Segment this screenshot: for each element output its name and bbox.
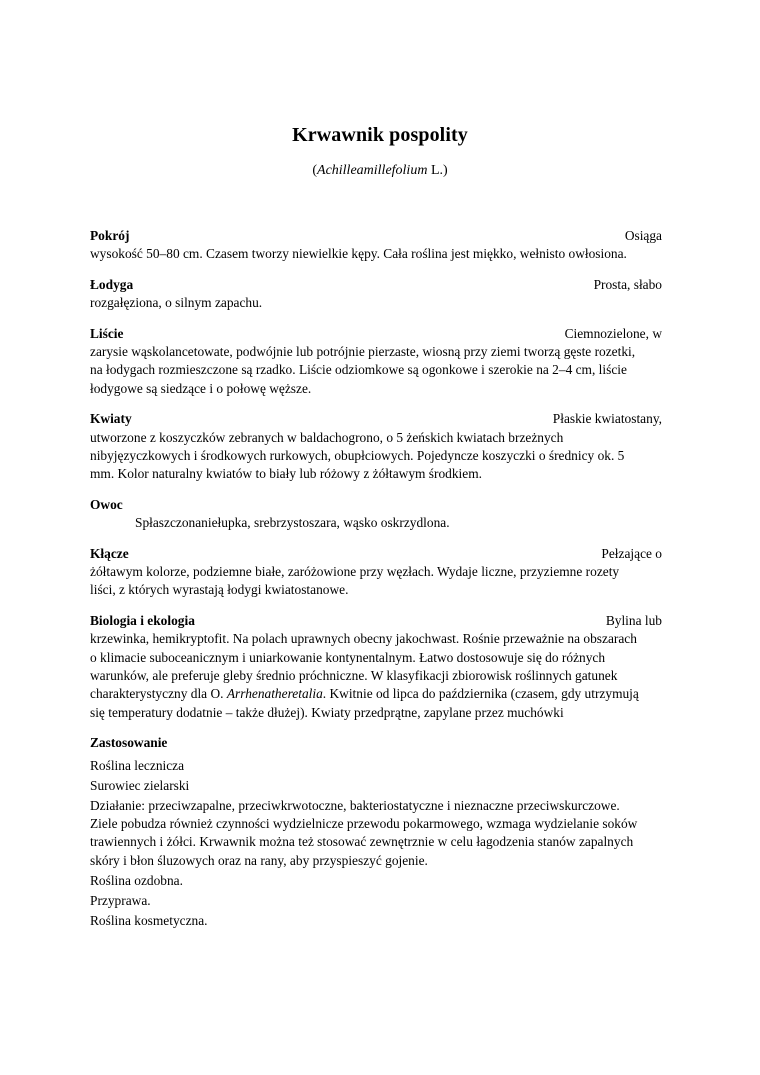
use-description-line: Działanie: przeciwzapalne, przeciwkrwotoczne, bakteriostatyczne i nieznaczne przeciwskurczowe. — [90, 797, 620, 813]
section-zastosowanie — [90, 734, 662, 930]
section-heading: Zastosowanie — [90, 735, 168, 751]
section-lead: Prosta, słabo — [593, 276, 662, 292]
section-heading: Liście — [90, 325, 124, 341]
latin-species: Achilleamillefolium — [317, 163, 428, 178]
section-text-line: zarysie wąskolancetowate, podwójnie lub potrójnie pierzaste, wiosną przy ziemi tworzą gęste rozetki, — [90, 343, 636, 359]
section-text-line: krzewinka, hemikryptofit. Na polach uprawnych obecny jakochwast. Rośnie przeważnie na obszarach — [90, 631, 637, 647]
use-item: Surowiec zielarski — [90, 777, 190, 793]
section-owoc — [90, 496, 662, 533]
section-heading: Łodyga — [90, 276, 134, 292]
section-text-line: utworzone z koszyczków zebranych w baldachogrono, o 5 żeńskich kwiatach brzeżnych — [90, 429, 564, 445]
taxon-name: Arrhenatheretalia — [226, 686, 323, 702]
use-description-line: skóry i błon śluzowych oraz na rany, aby przyspieszyć gojenie. — [90, 852, 428, 868]
section-lead: Płaskie kwiatostany, — [552, 411, 662, 427]
use-item: Przyprawa. — [90, 892, 151, 908]
section-biologia — [90, 612, 662, 722]
section-text-line: warunków, ale preferuje gleby średnio próchniczne. W klasyfikacji zbiorowisk roślinnych gatunek — [90, 668, 618, 684]
section-liscie — [90, 325, 662, 399]
section-lead: Bylina lub — [605, 612, 662, 628]
section-heading: Owoc — [90, 496, 123, 512]
latin-open-paren: ( — [312, 163, 318, 178]
document-body — [90, 227, 662, 932]
section-text-line: nibyjęzyczkowych i środkowych rurkowych, obupłciowych. Pojedyncze koszyczki o średnicy ok. 5 — [90, 448, 625, 463]
section-lodyga — [90, 276, 662, 313]
section-lead: Ciemnozielone, w — [564, 325, 662, 341]
section-text-line: na łodygach rozmieszczone są rzadko. Liście odziomkowe są ogonkowe i szerokie na 2–4 cm, liście — [90, 362, 627, 378]
section-text-line: mm. Kolor naturalny kwiatów to biały lub różowy z żółtawym środkiem. — [90, 466, 482, 482]
section-text-line: łodygowe są siedzące i o połowę węższe. — [90, 380, 312, 396]
latin-author: L.) — [427, 163, 448, 178]
section-heading: Biologia i ekologia — [90, 612, 195, 628]
section-heading: Pokrój — [90, 228, 130, 243]
section-pokroj — [90, 227, 662, 264]
section-kwiaty — [90, 410, 662, 484]
section-text-line: liści, z których wyrastają łodygi kwiatostanowe. — [90, 582, 349, 598]
section-lead: Osiąga — [624, 228, 662, 243]
section-lead: Pełzające o — [601, 545, 662, 561]
section-text-line: rozgałęziona, o silnym zapachu. — [90, 295, 263, 311]
section-heading: Kwiaty — [90, 411, 132, 427]
section-text-line: wysokość 50–80 cm. Czasem tworzy niewielkie kępy. Cała roślina jest miękko, wełnisto owłosiona. — [90, 246, 627, 262]
section-text-line: żółtawym kolorze, podziemne białe, zaróżowione przy węzłach. Wydaje liczne, przyziemne rozety — [90, 564, 620, 579]
section-text-line — [90, 685, 662, 703]
section-text-line: Spłaszczonaniełupka, srebrzystoszara, wąsko oskrzydlona. — [135, 515, 450, 531]
section-text-line: się temperatury dodatnie – także dłużej). Kwiaty przedprątne, zapylane przez muchówki — [90, 704, 564, 720]
use-description-line: trawiennych i żółci. Krwawnik można też stosować zewnętrznie w celu łagodzenia stanów zapalnych — [90, 834, 634, 850]
use-description-line: Ziele pobudza również czynności wydzielnicze przewodu pokarmowego, wzmaga wydzielanie soków — [90, 816, 638, 832]
use-item: Roślina lecznicza — [90, 757, 185, 773]
section-text-line: o klimacie suboceanicznym i uniarkowanie kontynentalnym. Łatwo dostosowuje się do różnych — [90, 649, 606, 665]
text-fragment: charakterystyczny dla O. — [90, 686, 227, 702]
use-item: Roślina kosmetyczna. — [90, 912, 208, 928]
section-klacze — [90, 545, 662, 600]
text-fragment: . Kwitnie od lipca do października (czasem, gdy utrzymują — [322, 686, 639, 702]
use-item: Roślina ozdobna. — [90, 872, 183, 888]
latin-name — [0, 163, 760, 179]
page-title: Krwawnik pospolity — [292, 124, 468, 146]
section-heading: Kłącze — [90, 545, 129, 561]
